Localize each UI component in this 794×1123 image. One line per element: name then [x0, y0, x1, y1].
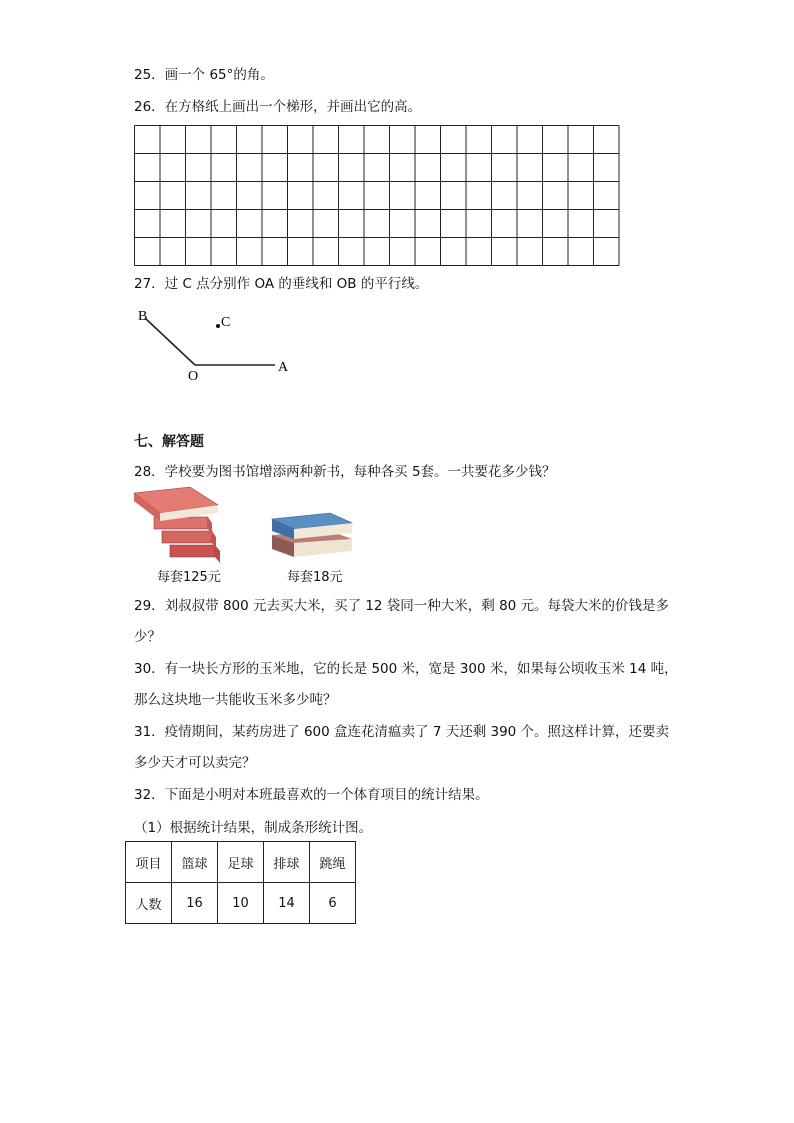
table-cell[interactable]: 14	[264, 883, 310, 924]
table-header-cell: 排球	[264, 842, 310, 883]
question-28: 28．学校要为图书馆增添两种新书，每种各买 5套。一共要花多少钱？	[134, 464, 556, 480]
label-o: O	[188, 369, 199, 384]
question-32-part1: （1）根据统计结果，制成条形统计图。	[134, 820, 373, 836]
blue-book-stack	[272, 513, 352, 557]
section-title: 七、解答题	[134, 434, 204, 450]
question-30-line2: 那么这块地一共能收玉米多少吨？	[134, 692, 337, 708]
angle-figure[interactable]	[134, 305, 304, 385]
table-row	[126, 883, 356, 924]
blue-book-price: 每套18元	[287, 570, 343, 585]
table-cell[interactable]: 16	[172, 883, 218, 924]
table-row	[126, 842, 356, 883]
table-cell: 人数	[126, 883, 172, 924]
table-header-cell: 篮球	[172, 842, 218, 883]
statistics-table	[125, 841, 356, 924]
label-b: B	[138, 309, 148, 324]
point-c	[216, 324, 220, 328]
question-26: 26．在方格纸上画出一个梯形，并画出它的高。	[134, 99, 422, 115]
table-header-cell: 足球	[218, 842, 264, 883]
question-25: 25．画一个 65°的角。	[134, 67, 274, 83]
ray-ob	[145, 318, 195, 365]
question-27: 27．过 C 点分别作 OA 的垂线和 OB 的平行线。	[134, 276, 429, 292]
label-a: A	[278, 360, 289, 375]
table-cell[interactable]: 10	[218, 883, 264, 924]
table-cell[interactable]: 6	[310, 883, 356, 924]
question-31-line1: 31．疫情期间，某药房进了 600 盒连花清瘟卖了 7 天还剩 390 个。照这样计算，还要卖	[134, 724, 670, 740]
question-30-line1: 30．有一块长方形的玉米地，它的长是 500 米，宽是 300 米，如果每公顷收玉米 14 吨，	[134, 661, 678, 677]
question-31-line2: 多少天才可以卖完？	[134, 755, 256, 771]
table-header-cell: 项目	[126, 842, 172, 883]
table-header-cell: 跳绳	[310, 842, 356, 883]
red-book-price: 每套125元	[157, 570, 221, 585]
label-c: C	[221, 315, 231, 330]
square-grid[interactable]	[134, 125, 622, 266]
question-29-line2: 少？	[134, 629, 161, 645]
red-book-stack	[134, 487, 220, 563]
question-29-line1: 29．刘叔叔带 800 元去买大米，买了 12 袋同一种大米，剩 80 元。每袋大米的价钱是多	[134, 598, 670, 614]
book-illustrations	[130, 485, 370, 565]
question-32: 32．下面是小明对本班最喜欢的一个体育项目的统计结果。	[134, 787, 489, 803]
